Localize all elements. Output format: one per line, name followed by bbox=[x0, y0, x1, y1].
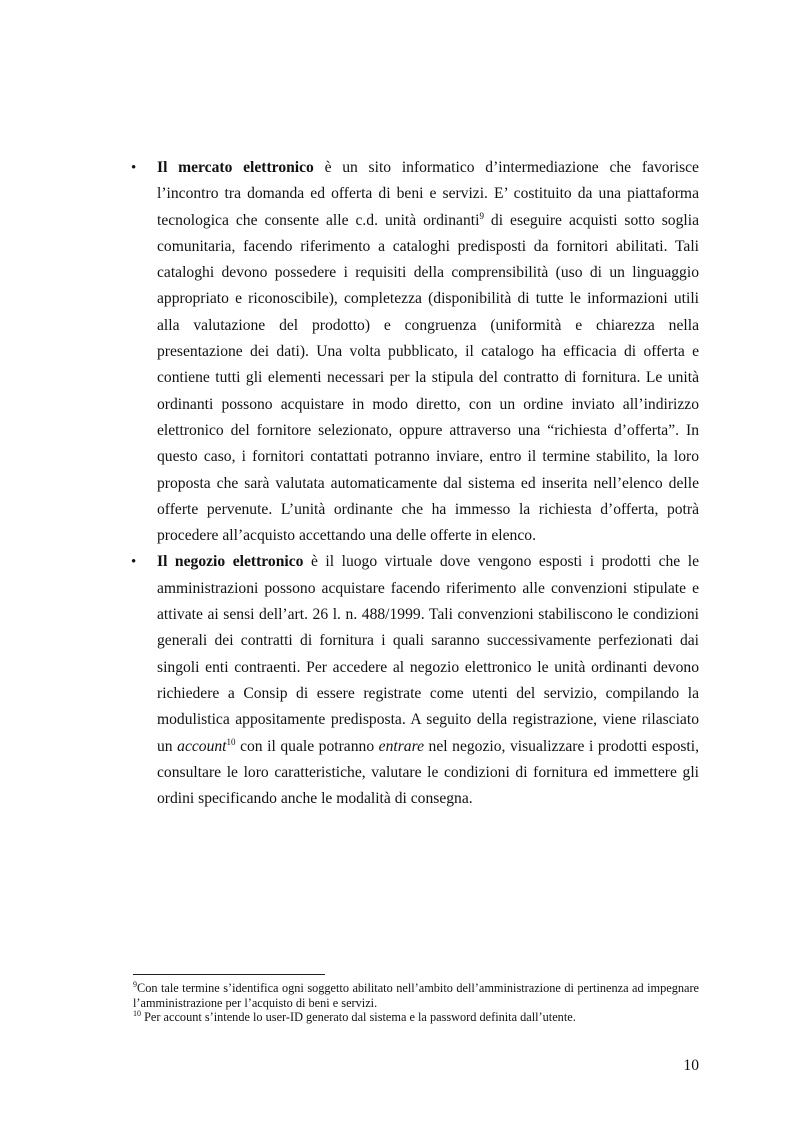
item-text: è il luogo virtuale dove vengono esposti i prodotti che le amministrazioni possono acquistare facendo riferimento alle convenzioni stipulate e attivate ai sensi dell’art. 26 l. n. 488/1999. Tali convenzioni stabiliscono le condizioni generali dei contratti di fornitura i quali saranno successivamente perfezionati dai singoli enti contraenti. Per accedere al negozio elettronico le unità ordinanti devono richiedere a Consip di essere registrate come utenti del servizio, compilando la modulistica appositamente predisposta. A seguito della registrazione, viene rilasciato un bbox=[157, 553, 699, 755]
bullet-icon: • bbox=[131, 554, 137, 571]
item-text: nel negozio, visualizzare i prodotti esposti, consultare le loro caratteristiche, valutare le condizioni di fornitura ed immettere gli ordini specificando anche le modalità di consegna. bbox=[157, 737, 700, 808]
bullet-list bbox=[131, 155, 700, 812]
list-item-negozio-elettronico bbox=[131, 549, 700, 812]
footnote-divider bbox=[133, 974, 325, 975]
item-text: di eseguire acquisti sotto soglia comunitaria, facendo riferimento a cataloghi predisposti da fornitori abilitati. Tali cataloghi devono possedere i requisiti della comprensibilità (uso di un linguaggio appropriato e riconoscibile), completezza (disponibilità di tutte le informazioni utili alla valutazione del prodotto) e congruenza (uniformità e chiarezza nella presentazione dei dati). Una volta pubblicato, il catalogo ha efficacia di offerta e contiene tutti gli elementi necessari per la stipula del contratto di fornitura. Le unità ordinanti possono acquistare in modo diretto, con un ordine inviato all’indirizzo elettronico del fornitore selezionato, oppure attraverso una “richiesta d’offerta”. In questo caso, i fornitori contattati potranno inviare, entro il termine stabilito, la loro proposta che sarà valutata automaticamente dal sistema ed inserita nell’elenco delle offerte pervenute. L’unità ordinante che ha immesso la richiesta d’offerta, potrà procedere all’acquisto accettando una delle offerte in elenco. bbox=[157, 211, 699, 545]
footnote-text: Per account s’intende lo user-ID generato dal sistema e la password definita dall’utente. bbox=[141, 1010, 576, 1024]
item-text: con il quale potranno bbox=[235, 737, 379, 755]
item-text: è un sito informatico d’intermediazione che favorisce l’incontro tra domanda ed offerta di beni e servizi. E’ costituito da una piattaforma tecnologica che consente alle c.d. unità ordinanti bbox=[157, 159, 699, 229]
footnote-9 bbox=[133, 981, 699, 1010]
footnotes bbox=[133, 974, 699, 1025]
footnote-number: 10 bbox=[133, 1008, 141, 1018]
footnote-text: Con tale termine s’identifica ogni soggetto abilitato nell’ambito dell’amministrazione di pertinenza ad impegnare l’amministrazione per l’acquisto di beni e servizi. bbox=[133, 981, 699, 1010]
footnote-10 bbox=[133, 1010, 699, 1025]
italic-entrare: entrare bbox=[378, 737, 424, 755]
footnote-ref-9[interactable]: 9 bbox=[479, 210, 484, 221]
bullet-icon: • bbox=[131, 160, 137, 176]
page-number: 10 bbox=[683, 1057, 699, 1074]
footnote-number: 9 bbox=[133, 979, 137, 989]
list-item-mercato-elettronico bbox=[131, 155, 699, 549]
footnote-ref-10[interactable]: 10 bbox=[226, 736, 236, 747]
term-negozio-elettronico: Il negozio elettronico bbox=[157, 553, 304, 571]
term-mercato-elettronico: Il mercato elettronico bbox=[157, 159, 314, 176]
italic-account: account bbox=[177, 737, 227, 755]
